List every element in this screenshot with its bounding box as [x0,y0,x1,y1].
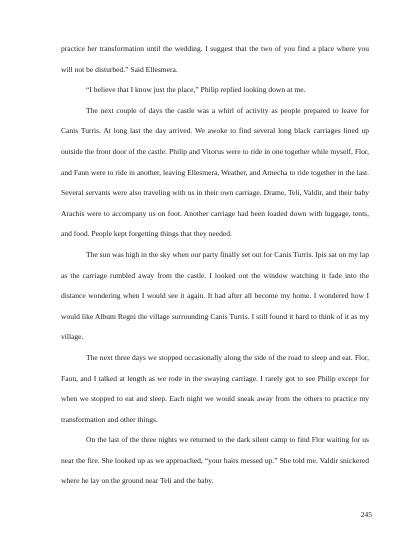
body-text [61,39,369,492]
paragraph: The next three days we stopped occasionally along the side of the road to sleep and eat. Flor, Faun, and I talked at length as we rode in the swaying carriage. I rarely got to see Philip except for when we stopped to eat and sleep. Each night we would sneak away from the others to practice my transformation and other things. [61,352,369,424]
paragraph: The sun was high in the sky when our party finally set out for Canis Turris. Ipis sat on my lap as the carriage rumbled away from the castle. I looked out the window watching it fade into the distance wondering when I would see it again. It had after all become my home. I wondered how I would like Album Regni the village surrounding Canis Turris. I still found it hard to think of it as my village. [61,249,369,342]
paragraph: The next couple of days the castle was a whirl of activity as people prepared to leave for Canis Turris. At long last the day arrived. We awoke to find several long black carriages lined up outside the front door of the castle. Philip and Vitorus were to ride in one together while myself, Flor, and Faun were to ride in another, leaving Ellesmera, Weather, and Arnecha to ride together in the last. Several servants were also traveling with us in their own carriage. Drame, Teli, Valdir, and their baby Arachis were to accompany us on foot. Another carriage had been loaded down with luggage, tents, and food. People kept forgetting things that they needed. [61,105,369,239]
page-number: 245 [360,510,372,519]
paragraph: practice her transformation until the wedding. I suggest that the two of you find a place where you will not be disturbed.” Said Ellesmera. [61,44,369,74]
paragraph: On the last of the three nights we returned to the dark silent camp to find Flor waiting for us near the fire. She looked up as we approached, “your hairs messed up.” She told me. Valdir snickered where he lay on the ground near Teli and the baby. [61,435,369,486]
paragraph: “I believe that I know just the place,” Philip replied looking down at me. [86,85,306,95]
